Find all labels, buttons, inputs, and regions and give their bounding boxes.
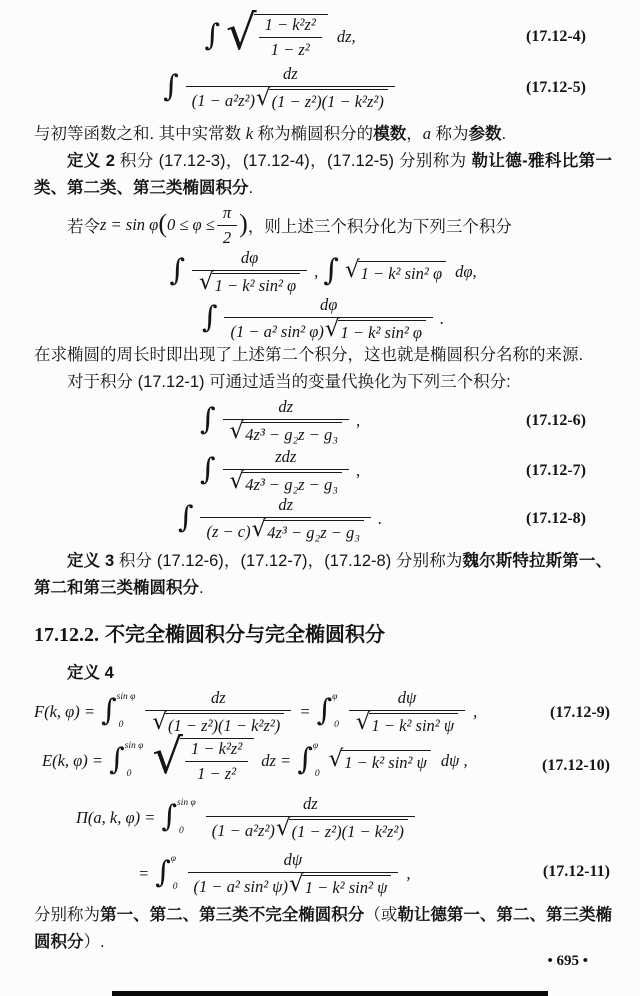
equation-17-12-6: ∫ dz √ 4z³ − g₂z − g₃ , (17.12-6) xyxy=(34,396,612,446)
integral-icon: ∫ xyxy=(297,742,313,777)
integral-icon: ∫ xyxy=(323,253,339,288)
lower-bound: 0 xyxy=(118,719,124,730)
sqrt-icon: √ xyxy=(289,871,304,897)
fraction: dψ (1 − a² sin² ψ) √ 1 − k² sin² ψ xyxy=(188,850,399,898)
section-title: 不完全椭圆积分与完全椭圆积分 xyxy=(105,624,385,646)
substitution-line: 若令 z = sin φ ( 0 ≤ φ ≤ $\frac{\pi}{2}$ ) ，则上述三个积分化为下列三个积分 xyxy=(67,202,512,247)
differential: dz, xyxy=(336,27,356,46)
sqrt-icon: √ xyxy=(229,468,245,494)
fraction: dψ √ 1 − k² sin² ψ xyxy=(349,688,465,736)
equation-17-12-7: ∫ zdz √ 4z³ − g₂z − g₃ , (17.12-7) xyxy=(34,446,612,496)
equation-17-12-11-line2: = ∫ φ 0 dψ (1 − a² sin² ψ) √ 1 − k² sin² ψ , (17.12-11) xyxy=(138,850,610,897)
section-number: 17.12.2. xyxy=(34,624,99,646)
integral-icon: ∫ xyxy=(204,18,220,53)
sqrt-group: √ 4z³ − g₂z − g₃ xyxy=(252,520,364,543)
lhs: Π(a, k, φ) = xyxy=(76,808,156,827)
sqrt-group: √ 1 − k² sin² φ xyxy=(199,273,300,296)
equation-17-12-5 xyxy=(34,62,612,114)
sqrt-icon: √ xyxy=(344,256,360,283)
fraction: dz (1 − a²z²) √ (1 − z²)(1 − k²z²) xyxy=(206,794,415,842)
left-paren: ( xyxy=(158,209,167,238)
sqrt-icon: √ xyxy=(324,316,340,342)
sqrt-icon: √ xyxy=(355,709,371,735)
equation-number: (17.12-9) xyxy=(550,704,610,721)
sqrt-group: √ 1 − k² sin² ψ xyxy=(356,713,458,736)
equation-17-12-9: F(k, φ) = ∫ sin φ 0 dz √ (1 − z²)(1 − k²z²) = ∫ φ 0 dψ √ 1 − k² sin² ψ , (17.12-9) xyxy=(34,688,610,735)
sqrt-group: √ 1 − k² sin² ψ xyxy=(289,875,391,898)
sqrt-group: √ 1 − k² sin² φ xyxy=(325,320,426,343)
equation-number: (17.12-11) xyxy=(542,863,610,880)
fraction: zdz √ 4z³ − g₂z − g₃ xyxy=(223,447,349,495)
definition-3: 定义 3 积分 (17.12-6)，(17.12-7)，(17.12-8) 分别称为魏尔斯特拉斯第一、第二和第三类椭圆积分. xyxy=(34,552,613,597)
denominator: 1 − z² xyxy=(259,37,322,60)
lhs: F(k, φ) = xyxy=(34,702,96,721)
sqrt-icon: √ xyxy=(251,516,267,542)
legendre-forms-row1: ∫ dφ √ 1 − k² sin² φ , ∫ √ 1 − k² sin² φ dφ, xyxy=(169,248,477,295)
sqrt-group: √ 4z³ − g₂z − g₃ xyxy=(230,422,342,445)
fraction: $\frac{\text{1 − k²z²}}{\text{1 − z²}}$ xyxy=(185,739,248,784)
integral-icon: ∫ xyxy=(199,402,216,437)
fraction: dφ √ 1 − k² sin² φ xyxy=(192,248,307,296)
sqrt-group xyxy=(225,5,328,61)
paragraph-transform-intro: 对于积分 (17.12-1) 可通过适当的变量代换化为下列三个积分: xyxy=(67,373,511,391)
integral-with-bounds: ∫ φ 0 xyxy=(155,854,178,892)
integral-with-bounds: ∫ sin φ 0 xyxy=(109,741,144,779)
equation-17-12-11-line1 xyxy=(34,794,612,850)
sqrt-group: √ (1 − z²)(1 − k²z²) xyxy=(152,713,284,736)
section-heading-17-12-2 xyxy=(34,620,612,650)
scan-artifact-bar xyxy=(112,991,548,996)
fraction: dz √ (1 − z²)(1 − k²z²) xyxy=(145,688,291,736)
fraction: dz (z − c) √ 4z³ − g₂z − g₃ xyxy=(200,495,371,543)
integral-with-bounds xyxy=(101,693,137,731)
fraction xyxy=(259,15,322,60)
sqrt-icon: √ xyxy=(199,269,214,295)
equation-number: (17.12-5) xyxy=(526,79,586,96)
equation-number: (17.12-8) xyxy=(526,510,586,527)
integral-icon: ∫ xyxy=(177,500,194,535)
integral-icon: ∫ xyxy=(201,300,218,335)
numerator: 1 − k²z² xyxy=(264,15,316,34)
page-number: • 695 • xyxy=(547,953,588,969)
equation-17-12-4 xyxy=(34,5,612,62)
sqrt-icon: √ xyxy=(152,709,168,735)
equation-number: (17.12-10) xyxy=(542,757,610,774)
fraction: dφ (1 − a² sin² φ) √ 1 − k² sin² φ xyxy=(224,295,433,343)
pi-over-two: $\frac{\pi}{2}$ xyxy=(217,203,237,248)
sqrt-group: √ (1 − z²)(1 − k²z²) xyxy=(256,89,388,112)
sqrt-icon: √ xyxy=(328,745,344,772)
sqrt-icon: √ xyxy=(152,729,183,785)
equation-number: (17.12-4) xyxy=(526,28,586,45)
paragraph-incomplete-integral-names: 分别称为第一、第二、第三类不完全椭圆积分（或勒让德第一、第二、第三类椭圆积分）. xyxy=(34,906,613,951)
integral-icon: ∫ xyxy=(169,253,186,288)
integral-icon: ∫ xyxy=(163,69,179,104)
paragraph-modulus-parameter: 与初等函数之和. 其中实常数 k 称为椭圆积分的模数，a 称为参数. xyxy=(34,124,507,143)
equals-sign: = xyxy=(299,702,311,721)
integral-icon: ∫ xyxy=(101,693,117,728)
integral-with-bounds: ∫ φ 0 xyxy=(297,741,320,779)
equation-body xyxy=(34,5,526,61)
integral-icon: ∫ xyxy=(316,693,333,728)
fraction xyxy=(186,64,395,112)
paragraph-origin-of-name: 在求椭圆的周长时即出现了上述第二个积分，这也就是椭圆积分名称的来源. xyxy=(34,346,584,364)
equation-number: (17.12-6) xyxy=(526,412,586,429)
equation-number: (17.12-7) xyxy=(526,462,586,479)
equation-17-12-8: ∫ dz (z − c) √ 4z³ − g₂z − g₃ . (17.12-8) xyxy=(34,496,612,542)
sqrt-icon: √ xyxy=(225,5,257,61)
right-paren: ) xyxy=(239,209,248,238)
integral-icon: ∫ xyxy=(155,855,171,890)
sqrt-group: √ (1 − z²)(1 − k²z²) xyxy=(276,819,408,842)
integral-icon: ∫ xyxy=(109,742,125,777)
sqrt-group xyxy=(152,729,254,785)
equals-sign: = xyxy=(138,864,150,883)
sqrt-group: √ 4z³ − g₂z − g₃ xyxy=(230,472,342,495)
integral-with-bounds: ∫ φ 0 xyxy=(316,692,339,730)
integral-icon: ∫ xyxy=(161,799,178,834)
sqrt-group: √ 1 − k² sin² φ xyxy=(345,261,446,284)
sqrt-icon: √ xyxy=(255,85,271,111)
equation-17-12-10: E(k, φ) = ∫ sin φ 0 √ $\frac{\text{1 − k²z²}}{\text{1 − z²}}$ dz = ∫ φ 0 √ 1 − k² sin² ψ dψ , (17.12-10) xyxy=(42,729,610,785)
lhs: E(k, φ) = xyxy=(42,751,104,770)
integral-with-bounds: ∫ sin φ 0 xyxy=(161,798,196,836)
sqrt-icon: √ xyxy=(275,815,291,841)
upper-bound: sin φ xyxy=(116,692,136,702)
sqrt-icon: √ xyxy=(229,418,245,444)
numerator: dz xyxy=(282,64,298,83)
definition-4-label: 定义 4 xyxy=(67,664,114,682)
denominator: (1 − a²z²) √ (1 − z²)(1 − k²z²) xyxy=(186,86,395,112)
definition-2: 定义 2 积分 (17.12-3)，(17.12-4)，(17.12-5) 分别称为 勒让德-雅科比第一类、第二类、第三类椭圆积分. xyxy=(34,152,612,197)
integral-icon: ∫ xyxy=(199,452,216,487)
sqrt-group: √ 1 − k² sin² ψ xyxy=(329,750,431,773)
fraction: dz √ 4z³ − g₂z − g₃ xyxy=(223,397,349,445)
legendre-forms-row2: ∫ dφ (1 − a² sin² φ) √ 1 − k² sin² φ . xyxy=(201,295,445,342)
